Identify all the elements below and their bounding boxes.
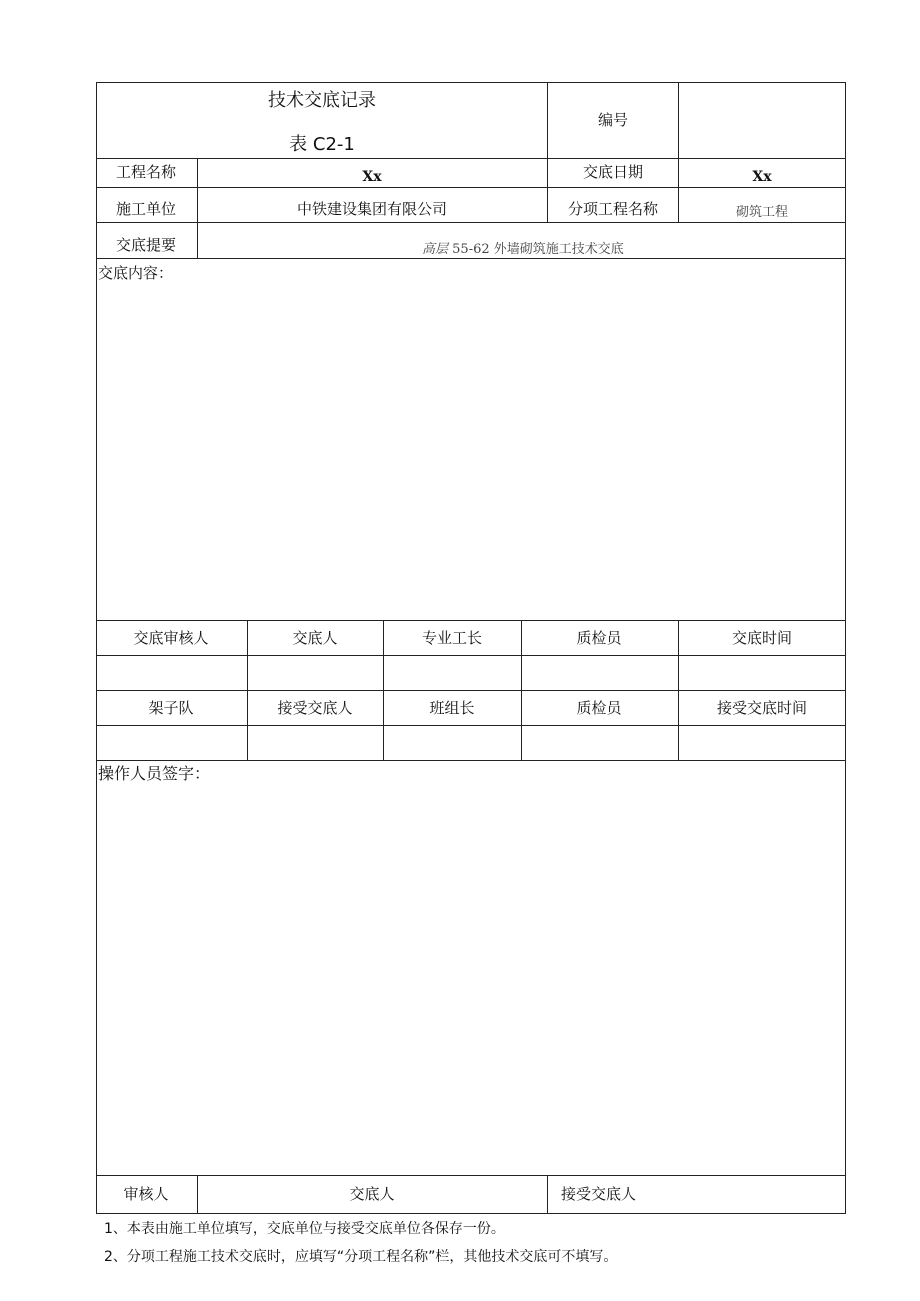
- sign-header-time: 交底时间: [731, 629, 793, 647]
- summary-value-prefix: 高层: [422, 242, 449, 257]
- row-divider: [96, 760, 846, 761]
- footer-receiver: 接受交底人: [561, 1185, 637, 1203]
- date-label: 交底日期: [582, 163, 644, 181]
- col-divider: [678, 620, 679, 760]
- sign-header-inspector: 质检员: [576, 629, 622, 647]
- sign-header-scaffold-team: 架子队: [148, 699, 194, 717]
- summary-value: [422, 243, 624, 256]
- note-2: 2、分项工程施工技术交底时，应填写“分项工程名称”栏，其他技术交底可不填写。: [104, 1249, 618, 1265]
- sign-header-receive-time: 接受交底时间: [716, 699, 808, 717]
- col-divider: [547, 82, 548, 222]
- col-divider: [197, 158, 198, 258]
- col-divider: [678, 82, 679, 222]
- sign-header-inspector-2: 质检员: [576, 699, 622, 717]
- note-1: 1、本表由施工单位填写，交底单位与接受交底单位各保存一份。: [104, 1221, 505, 1237]
- summary-label: 交底提要: [115, 236, 177, 254]
- row-divider: [96, 620, 846, 621]
- project-name-value: Xx: [362, 169, 382, 185]
- sign-header-receiver: 接受交底人: [277, 699, 353, 717]
- content-label: 交底内容：: [98, 264, 174, 282]
- row-divider: [96, 258, 846, 259]
- sign-header-reviewer: 交底审核人: [133, 629, 209, 647]
- subproject-label: 分项工程名称: [567, 200, 659, 218]
- sign-header-discloser: 交底人: [292, 629, 338, 647]
- summary-value-rest: 55-62 外墙砌筑施工技术交底: [448, 242, 624, 257]
- footer-reviewer: 审核人: [123, 1185, 169, 1203]
- operators-label: 操作人员签字：: [98, 764, 211, 783]
- form-title: 技术交底记录: [268, 90, 376, 111]
- number-label: 编号: [597, 111, 629, 129]
- construction-unit-value: 中铁建设集团有限公司: [296, 200, 448, 218]
- row-divider: [96, 158, 846, 159]
- subproject-value: 砌筑工程: [735, 205, 789, 220]
- col-divider: [247, 620, 248, 760]
- date-value: Xx: [752, 169, 772, 185]
- sign-header-team-leader: 班组长: [429, 699, 475, 717]
- construction-unit-label: 施工单位: [115, 200, 177, 218]
- col-divider: [521, 620, 522, 760]
- row-divider: [96, 690, 846, 691]
- row-divider: [96, 222, 846, 223]
- row-divider: [96, 187, 846, 188]
- col-divider: [383, 620, 384, 760]
- sign-header-foreman: 专业工长: [421, 629, 483, 647]
- row-divider: [96, 725, 846, 726]
- col-divider: [197, 1175, 198, 1214]
- col-divider: [547, 1175, 548, 1214]
- form-number: 表 C2-1: [289, 134, 355, 155]
- row-divider: [96, 655, 846, 656]
- project-name-label: 工程名称: [115, 163, 177, 181]
- row-divider: [96, 1175, 846, 1176]
- footer-discloser: 交底人: [349, 1185, 395, 1203]
